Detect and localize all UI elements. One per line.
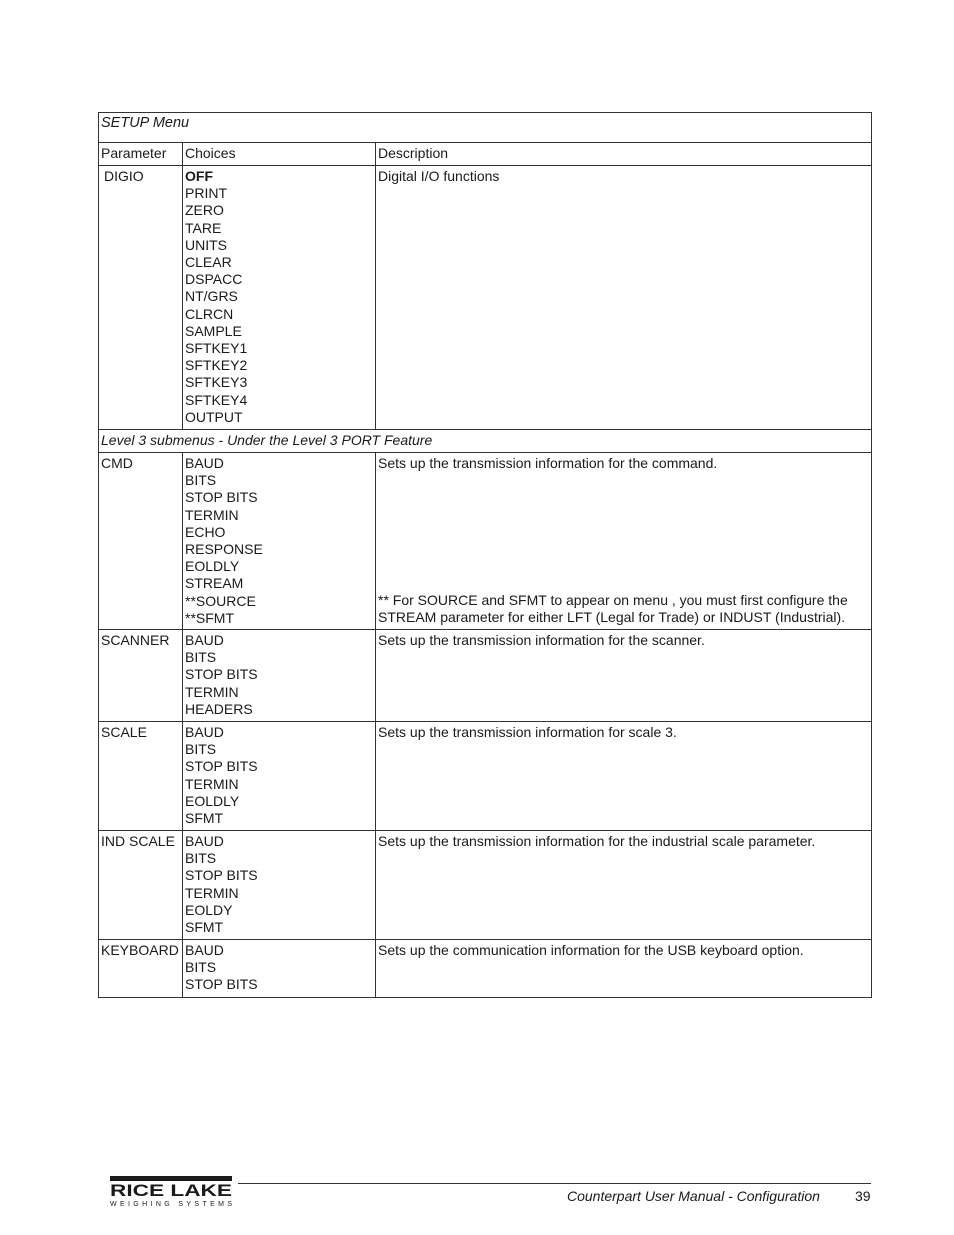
parameter-cell: IND SCALE: [99, 831, 183, 940]
choice-item: BITS: [185, 741, 217, 758]
column-header-choices: Choices: [183, 143, 376, 166]
column-header-parameter: Parameter: [99, 143, 183, 166]
table-row-scanner: [99, 630, 872, 722]
logo-wordmark: RICE LAKE: [110, 1181, 232, 1200]
choice-item: BITS: [185, 472, 217, 489]
choice-item: SAMPLE: [185, 322, 242, 339]
logo-subtext: WEIGHING SYSTEMS: [110, 1201, 232, 1208]
choice-item: TERMIN: [185, 683, 239, 700]
choice-item: BITS: [185, 850, 217, 867]
choice-item: DSPACC: [185, 271, 243, 288]
choice-item: SFTKEY4: [185, 391, 248, 408]
setup-menu-table: [98, 112, 872, 998]
choice-item: STOP BITS: [185, 758, 258, 775]
choice-item: NT/GRS: [185, 288, 238, 305]
choices-cell: [183, 166, 376, 430]
choices-cell: [183, 940, 376, 998]
description-cell: Sets up the transmission information for the industrial scale parameter.: [376, 831, 872, 940]
column-header-description: Description: [376, 143, 872, 166]
choice-item: TERMIN: [185, 506, 239, 523]
choice-item: **SFMT: [185, 609, 234, 626]
choice-item: CLEAR: [185, 254, 232, 271]
choice-item: RESPONSE: [185, 541, 263, 558]
description-text: Sets up the transmission information for the command.: [378, 455, 718, 471]
choice-item: PRINT: [185, 185, 227, 202]
parameter-cell: CMD: [99, 453, 183, 630]
choice-item: BAUD: [185, 632, 224, 648]
choice-item: TARE: [185, 219, 222, 236]
description-cell: Digital I/O functions: [376, 166, 872, 430]
table-row-cmd: [99, 453, 872, 630]
parameter-cell: SCALE: [99, 722, 183, 831]
table-row-ind-scale: [99, 831, 872, 940]
choice-item: EOLDLY: [185, 558, 240, 575]
table-row-scale: [99, 722, 872, 831]
choices-cell: [183, 630, 376, 722]
choice-item-default: OFF: [185, 168, 213, 184]
choices-cell: [183, 722, 376, 831]
choice-item: SFTKEY3: [185, 374, 248, 391]
choice-item: UNITS: [185, 236, 227, 253]
choice-item: OUTPUT: [185, 408, 243, 425]
parameter-cell: SCANNER: [99, 630, 183, 722]
description-cell: Sets up the transmission information for scale 3.: [376, 722, 872, 831]
table-title: SETUP Menu: [99, 113, 872, 143]
choice-item: BITS: [185, 959, 217, 976]
choice-item: STOP BITS: [185, 666, 258, 683]
description-cell: Sets up the transmission information for the scanner.: [376, 630, 872, 722]
choice-item: HEADERS: [185, 700, 253, 717]
choice-item: STREAM: [185, 575, 244, 592]
choices-cell: [183, 831, 376, 940]
choice-item: CLRCN: [185, 305, 234, 322]
choice-item: SFMT: [185, 810, 224, 827]
choice-item: SFTKEY2: [185, 357, 248, 374]
table-row-digio: [99, 166, 872, 430]
page-number: 39: [855, 1188, 871, 1204]
choice-item: ZERO: [185, 202, 224, 219]
choice-item: SFTKEY1: [185, 340, 248, 357]
description-cell: Sets up the communication information for the USB keyboard option.: [376, 940, 872, 998]
choice-item: BITS: [185, 649, 217, 666]
choice-item: BAUD: [185, 724, 224, 740]
choices-cell: [183, 453, 376, 630]
table-row-keyboard: [99, 940, 872, 998]
choice-item: TERMIN: [185, 775, 239, 792]
footer-rule: [238, 1183, 871, 1184]
choice-item: EOLDY: [185, 901, 233, 918]
parameter-cell: DIGIO: [99, 166, 183, 430]
choice-item: EOLDLY: [185, 792, 240, 809]
footnote-text: ** For SOURCE and SFMT to appear on menu , you must first configure the STREAM parameter for either LFT (Legal for Trade) or INDUST (Industrial).: [378, 592, 848, 626]
choice-item: BAUD: [185, 455, 224, 471]
choice-item: SFMT: [185, 919, 224, 936]
description-cell: [376, 453, 872, 630]
section-heading: Level 3 submenus - Under the Level 3 PORT Feature: [99, 430, 872, 453]
rice-lake-logo: [108, 1176, 236, 1208]
choice-item: STOP BITS: [185, 867, 258, 884]
choice-item: STOP BITS: [185, 489, 258, 506]
footer-doc-title: Counterpart User Manual - Configuration: [567, 1188, 820, 1204]
choice-item: BAUD: [185, 942, 224, 958]
parameter-cell: KEYBOARD: [99, 940, 183, 998]
choice-item: TERMIN: [185, 884, 239, 901]
choice-item: **SOURCE: [185, 592, 256, 609]
choice-item: BAUD: [185, 833, 224, 849]
choice-item: STOP BITS: [185, 976, 258, 993]
choice-item: ECHO: [185, 523, 226, 540]
